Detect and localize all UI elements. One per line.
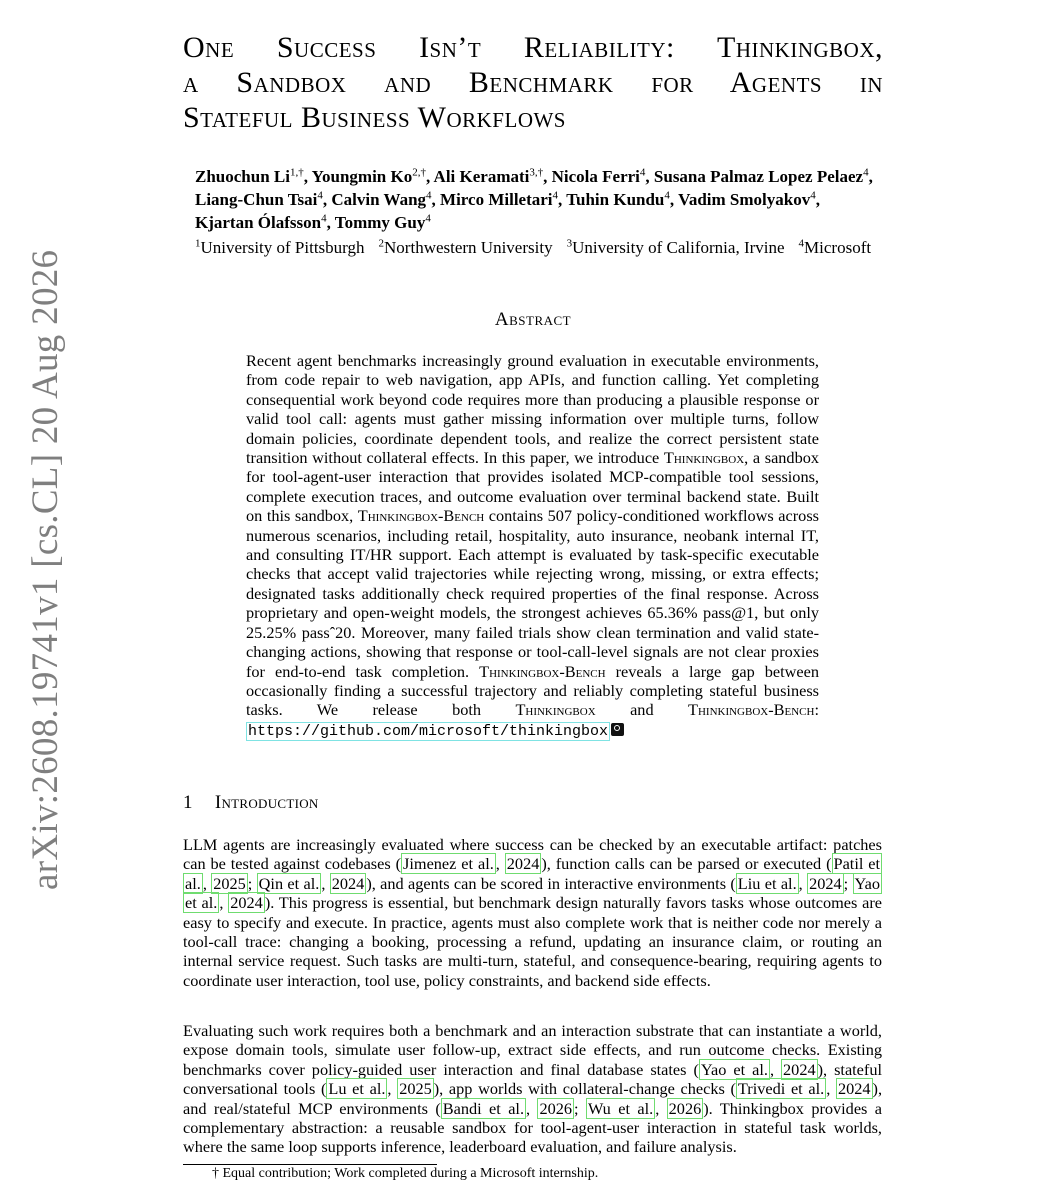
abstract-text: , a sandbox for tool-agent-user interaction that provides isolated MCP-compatible tool sessions, complete execution traces, and outcome evaluation over terminal backend state. Built on this sandbox, [246,448,819,526]
section-heading-introduction [183,792,319,814]
affiliation [799,238,872,257]
paragraph-text: ; [247,873,257,893]
title-line-3: Stateful Business Workflows [183,101,566,134]
paragraph-text: ), and real/stateful MCP environments ( [183,1079,883,1118]
affiliation-mark: 4 [425,212,431,225]
abstract-body [246,351,819,741]
paragraph-text: , [769,1059,782,1079]
affiliation-number: 4 [798,237,805,250]
github-icon[interactable] [611,723,624,736]
citation-link[interactable]: Wu et al. [587,1098,654,1118]
section-title: Introduction [214,792,319,813]
paragraph-text: , [219,893,229,913]
citation-link[interactable]: 2024 [809,873,842,893]
affiliation-mark: 3,† [529,166,544,179]
affiliation-mark: 4 [552,189,559,202]
paragraph-text: , [655,1098,667,1118]
system-name: Thinkingbox [663,448,745,468]
affiliation-mark: 4 [426,189,432,202]
paragraph-text: ; [574,1098,586,1118]
citation-link[interactable]: 2026 [539,1098,573,1118]
footnote-rule [183,1164,437,1165]
arxiv-identifier-stamp: arXiv:2608.19741v1 [cs.CL] 20 Aug 2026 [25,249,66,890]
paragraph-text: , [526,1098,538,1118]
citation-link[interactable]: Trivedi et al. [737,1079,825,1099]
affiliation-name: Northwestern University [384,238,553,257]
author-name: Ali Keramati [433,167,530,186]
paragraph-text: ), and agents can be scored in interactive environments ( [366,873,736,893]
affiliation-mark: 4 [639,166,646,179]
author-name: Liang-Chun Tsai [195,190,318,209]
author-name: Vadim Smolyakov [678,190,811,209]
affiliation-mark: 4 [664,189,670,202]
system-name: Thinkingbox [515,700,596,720]
paragraph-text: ), function calls can be parsed or executed ( [541,854,832,874]
affiliation-mark: 4 [810,189,816,202]
citation-link[interactable]: Jimenez et al. [403,854,494,874]
author-name: Tuhin Kundu [566,190,665,209]
citation-link[interactable]: 2024 [331,873,365,893]
affiliation-mark: 4 [317,189,323,202]
citation-link[interactable]: Yao et al. [700,1059,768,1079]
author-name: Susana Palmaz Lopez Pelaez [653,167,864,186]
affiliation-name: University of California, Irvine [572,238,785,257]
citation-link[interactable]: 2024 [230,893,263,913]
paragraph-text: , [798,873,808,893]
paragraph-text: Evaluating such work requires both a benchmark and an interaction substrate that can instantiate a world, expose domain tools, simulate user follow-up, extract side effects, and run outcome checks. Existing benchmarks cover policy-guided user interaction and final database states ( [183,1021,882,1079]
citation-link[interactable]: 2024 [783,1059,816,1079]
paragraph-text: ), stateful conversational tools ( [183,1059,882,1099]
citation-link[interactable]: 2024 [506,854,540,874]
paragraph-text: ). Thinkingbox provides a complementary abstraction: a reusable sandbox for tool-agent-user interaction in stateful task worlds, where the same loop supports inference, leaderboard evaluation, and failure analysis. [183,1098,883,1157]
affiliation-name: University of Pittsburgh [200,238,365,257]
title-line-1: One Success Isn’t Reliability: Thinkingbox, [183,31,883,64]
citation-link[interactable]: Qin et al. [258,873,320,893]
paragraph-text: ). This progress is essential, but benchmark design naturally favors tasks whose outcomes are easy to specify and execute. In practice, agents must also complete work that is neither code nor merely a tool-call trace: changing a booking, processing a refund, updating an insurance claim, or routing an internal service request. Such tasks are multi-turn, stateful, and consequence-bearing, requiring agents to coordinate user interaction, tool use, policy constraints, and backend side effects. [183,893,883,990]
citation-link[interactable]: Lu et al. [328,1079,386,1099]
affiliation [195,238,365,257]
affiliation-number: 1 [195,237,201,250]
citation-link[interactable]: 2026 [668,1098,702,1118]
paragraph-text: , [387,1079,398,1099]
abstract-heading: Abstract [494,309,572,330]
affiliations [195,237,915,259]
intro-paragraph-1 [183,835,882,990]
paragraph-text: ; [843,873,853,893]
footnote: † Equal contribution; Work completed during a Microsoft internship. [212,1166,599,1181]
abstract-text: reveals a large gap between occasionally finding a successful trajectory and reliably completing stateful business tasks. We release both [246,661,819,720]
affiliation-number: 2 [378,237,385,250]
citation-link[interactable]: Yao et al. [185,873,880,913]
citation-link[interactable]: Liu et al. [737,873,797,893]
affiliation-mark: 1,† [289,166,304,179]
abstract-text: and [595,700,689,720]
citation-link[interactable]: 2024 [837,1079,871,1099]
author-name: Youngmin Ko [311,167,413,186]
title-line-2: a Sandbox and Benchmark for Agents in [183,66,883,99]
abstract-text: contains 507 policy-conditioned workflows across numerous scenarios, including retail, hospitality, auto insurance, neobank internal IT, and consulting IT/HR support. Each attempt is evaluated by task-specific executable checks that accept valid trajectories while rejecting wrong, missing, or extra effects; designated tasks additionally check required properties of the final response. Across proprietary and open-weight models, the strongest achieves 65.36% pass@1, but only 25.25% passˆ20. Moreover, many failed trials show clean termination and valid state-changing actions, showing that response or tool-call-level signals are not clear proxies for end-to-end task completion. [246,506,819,681]
citation-link[interactable]: 2025 [213,873,246,893]
affiliation-number: 3 [566,237,573,250]
author-list: Zhuochun $Li^{1,\dagger}$, Youngmin $Ko^{2,\dagger}$, Ali Keramati$^{3,\dagger}$, Nicola Ferri$^4$, Susana Palmaz Lopez Pelaez$^4$, Liang-Chun Tsai$^4$, Calvin Wang$^4$, Mirco Milletari$^4$, Tuhin Kundu$^4$, Vadim Smolyakov$^4$, Kjartan Ólafsson$^4$, Tommy Guy$^4$ [195,166,873,232]
affiliation-mark: 4 [863,166,869,179]
citation-link[interactable]: Patil et al. [185,854,881,893]
affiliation-mark: 2,† [412,166,426,179]
section-number: 1 [183,792,193,813]
author-name: Calvin Wang [331,190,427,209]
affiliation-mark: 4 [321,212,327,225]
paper-title [183,30,883,135]
author-name: Tommy Guy [334,213,426,232]
paragraph-text: ), app worlds with collateral-change checks ( [433,1079,736,1099]
paragraph-text: , [495,854,505,874]
author-name: Nicola Ferri [551,167,640,186]
benchmark-name: Thinkingbox-Bench [479,661,606,681]
author-name: Zhuochun Li [195,167,290,186]
affiliation-name: Microsoft [804,238,872,257]
paragraph-text: LLM agents are increasingly evaluated where success can be checked by an executable artifact: patches can be tested against codebases ( [183,835,882,874]
benchmark-name: Thinkingbox-Bench [688,700,815,720]
paragraph-text: , [321,873,330,893]
affiliation [379,238,553,257]
citation-link[interactable]: Bandi et al. [442,1098,525,1118]
paragraph-text: , [202,873,212,893]
author-name: Mirco Milletari [440,190,553,209]
abstract-text: : [814,700,819,720]
github-link[interactable]: https://github.com/microsoft/thinkingbox [248,722,609,740]
benchmark-name: Thinkingbox-Bench [357,506,485,526]
citation-link[interactable]: 2025 [399,1079,432,1099]
author-name: Kjartan Ólafsson [195,213,322,232]
intro-paragraph-2 [183,1021,882,1157]
paragraph-text: , [826,1079,836,1099]
abstract-text: Recent agent benchmarks increasingly ground evaluation in executable environments, from code repair to web navigation, app APIs, and function calling. Yet completing consequential work beyond code requires more than producing a plausible response or valid tool call: agents must gather missing information over multiple turns, follow domain policies, coordinate dependent tools, and realize the correct persistent state transition without collateral effects. In this paper, we introduce [246,351,819,468]
affiliation [567,238,785,257]
